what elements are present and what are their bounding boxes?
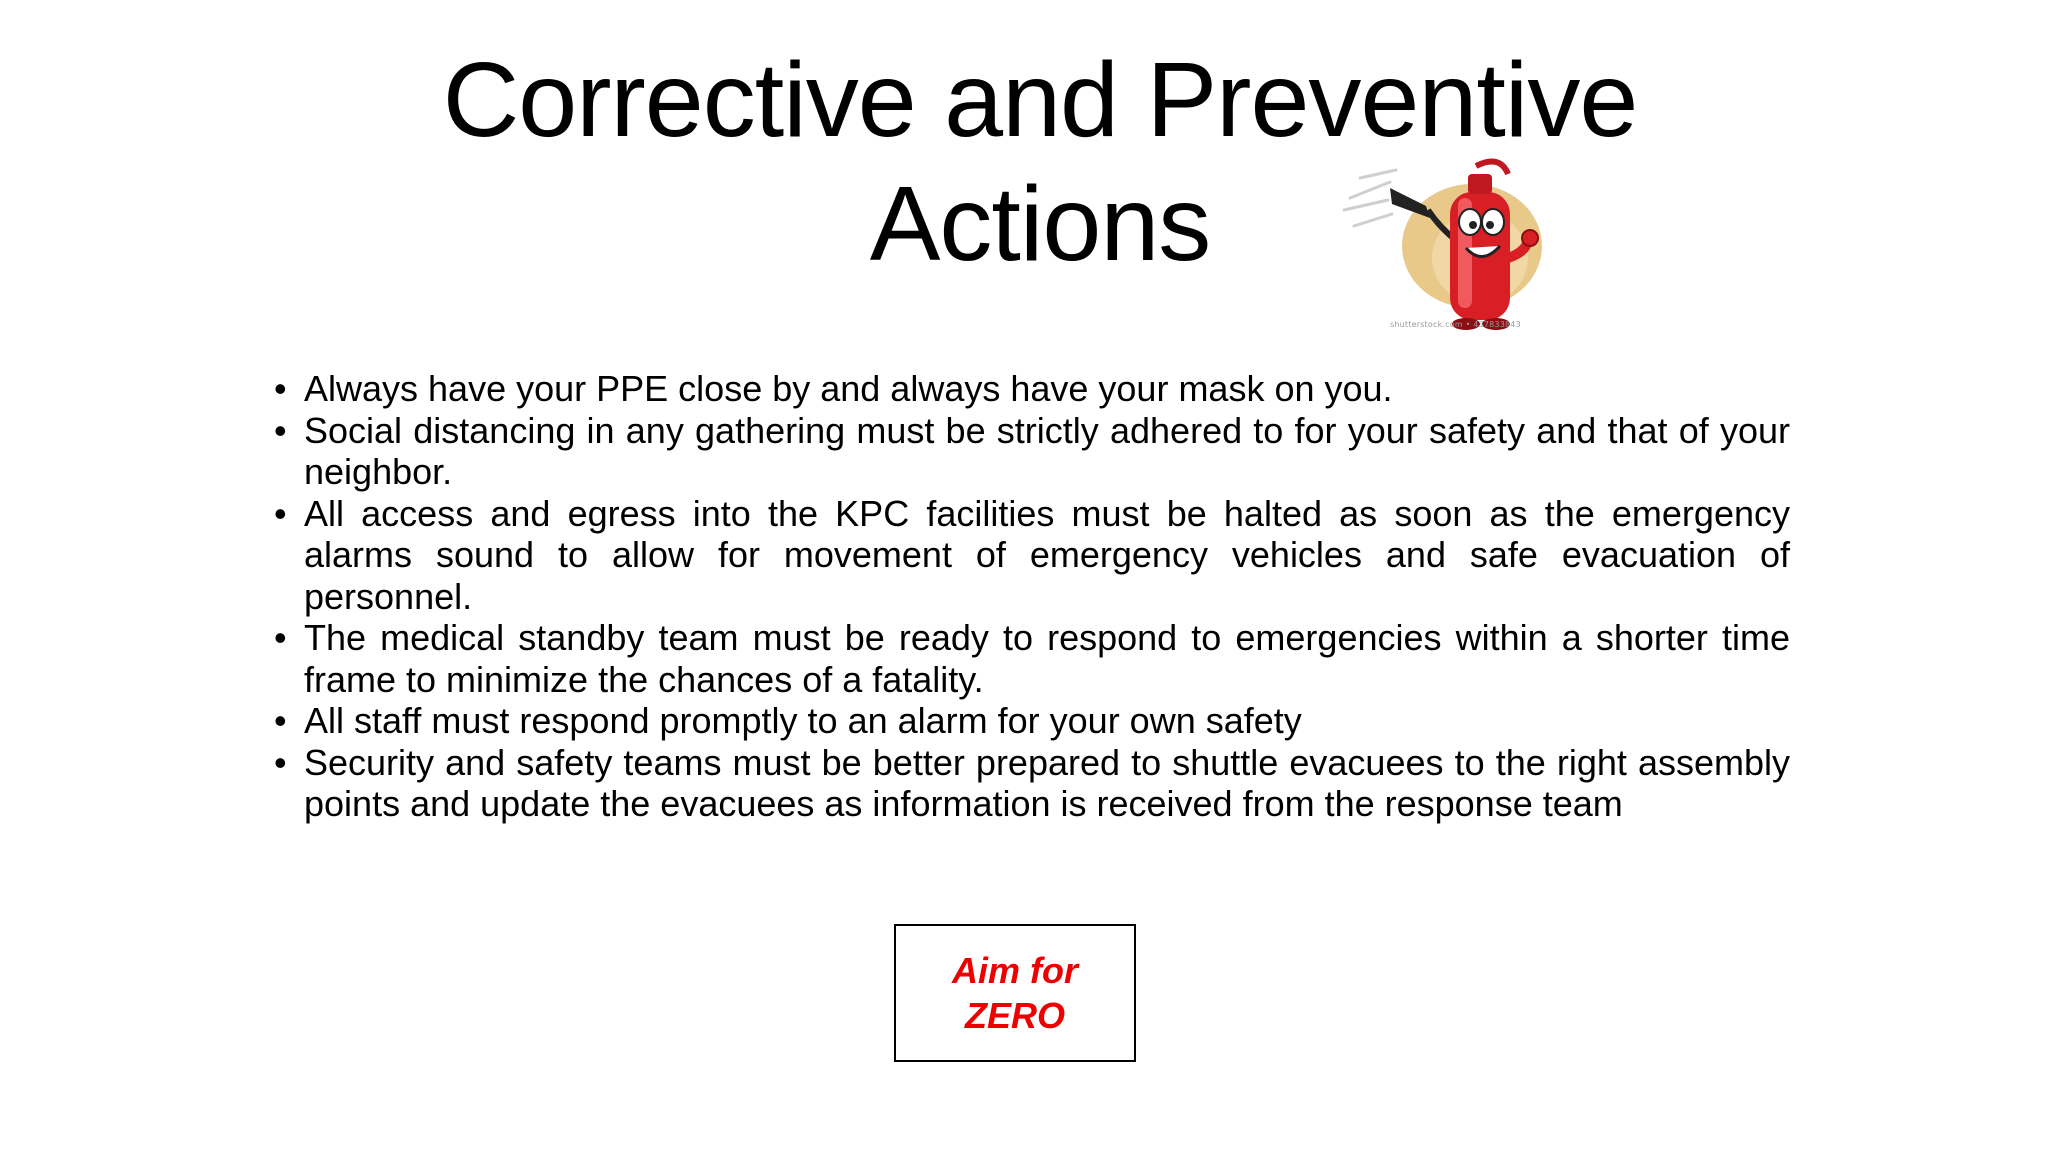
list-item-text: Social distancing in any gathering must be strictly adhered to for your safety and that of your neighbor. (304, 409, 1790, 492)
list-item-text: The medical standby team must be ready to respond to emergencies within a shorter time frame to minimize the chances of a fatality. (304, 617, 1790, 700)
list-item-text: All access and egress into the KPC facilities must be halted as soon as the emergency alarms sound to allow for movement of emergency vehicles and safe evacuation of personnel. (304, 492, 1790, 617)
bullet-dot: • (274, 492, 287, 534)
fire-extinguisher-mascot-icon (1330, 148, 1570, 338)
list-item (272, 493, 1790, 618)
list-item (272, 368, 1790, 410)
list-item-text: All staff must respond promptly to an alarm for your own safety (304, 700, 1302, 741)
bullet-dot: • (274, 700, 287, 741)
bullet-list (272, 368, 1790, 825)
slide-title-line-2: Actions (869, 165, 1211, 283)
callout-line-1: Aim for (952, 950, 1078, 991)
list-item (272, 410, 1790, 493)
bullet-dot: • (274, 741, 287, 783)
bullet-dot: • (274, 409, 287, 451)
callout-line-2: ZERO (964, 995, 1065, 1036)
list-item (272, 742, 1790, 825)
bullet-dot: • (274, 617, 287, 658)
list-item (272, 700, 1790, 742)
slide-title-line-1: Corrective and Preventive (442, 41, 1638, 159)
bullet-dot: • (274, 368, 287, 409)
list-item-text: Security and safety teams must be better prepared to shuttle evacuees to the right assembly points and update the evacuees as information is received from the response team (304, 741, 1790, 824)
list-item-text: Always have your PPE close by and always have your mask on you. (304, 368, 1393, 409)
aim-for-zero-callout (894, 924, 1136, 1062)
image-credit: shutterstock.com • 437833843 (1390, 320, 1521, 329)
list-item (272, 617, 1790, 700)
